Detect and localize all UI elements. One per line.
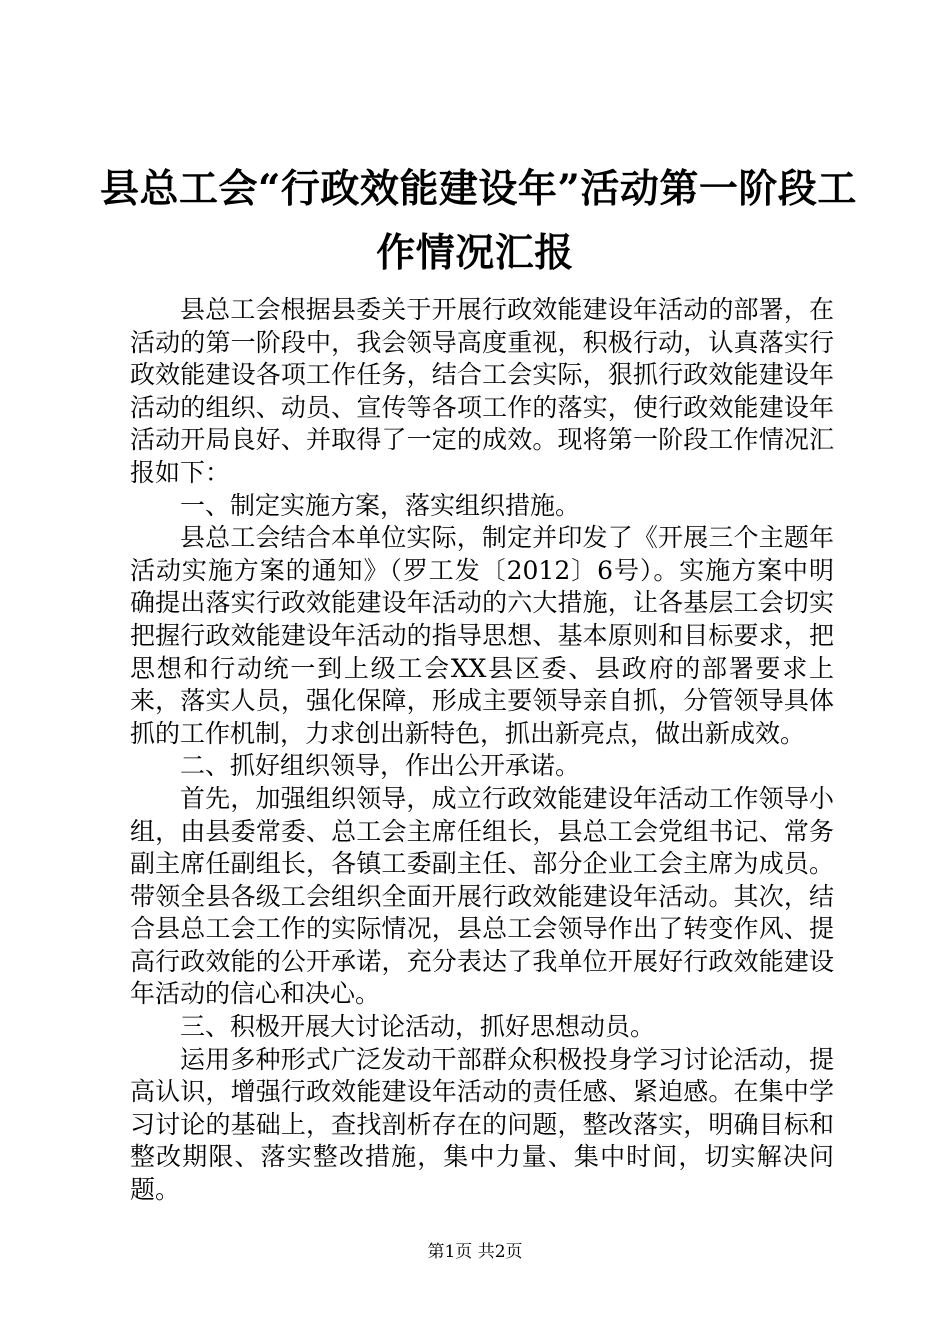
section-paragraph-3: 运用多种形式广泛发动干部群众积极投身学习讨论活动，提高认识，增强行政效能建设年活动的责任感、紧迫感。在集中学习讨论的基础上，查找剖析存在的问题，整改落实，明确目标和整改期限、落实整改措施，集中力量、集中时间，切实解决问题。 [130, 1044, 834, 1205]
document-title [100, 157, 857, 285]
document-body [130, 294, 834, 1207]
section-heading-3: 三、积极开展大讨论活动，抓好思想动员。 [180, 1012, 656, 1042]
page-number: 第1页 共2页 [427, 1242, 523, 1262]
section-heading-2: 二、抓好组织领导，作出公开承诺。 [180, 751, 581, 781]
document-title-line-2: 作情况汇报 [376, 230, 574, 276]
intro-paragraph: 县总工会根据县委关于开展行政效能建设年活动的部署，在活动的第一阶段中，我会领导高度重视，积极行动，认真落实行政效能建设各项工作任务，结合工会实际，狠抓行政效能建设年活动的组织、动员、宣传等各项工作的落实，使行政效能建设年活动开局良好、并取得了一定的成效。现将第一阶段工作情况汇报如下： [130, 295, 834, 487]
section-paragraph-1: 县总工会结合本单位实际，制定并印发了《开展三个主题年活动实施方案的通知》（罗工发〔2012〕6号）。实施方案中明确提出落实行政效能建设年活动的六大措施，让各基层工会切实把握行政效能建设年活动的指导思想、基本原则和目标要求，把思想和行动统一到上级工会XX县区委、县政府的部署要求上来，落实人员，强化保障，形成主要领导亲自抓，分管领导具体抓的工作机制，力求创出新特色，抓出新亮点，做出新成效。 [130, 523, 834, 748]
page-footer [0, 1240, 950, 1264]
section-paragraph-2: 首先，加强组织领导，成立行政效能建设年活动工作领导小组，由县委常委、总工会主席任组长，县总工会党组书记、常务副主席任副组长，各镇工委副主任、部分企业工会主席为成员。带领全县各级工会组织全面开展行政效能建设年活动。其次，结合县总工会工作的实际情况，县总工会领导作出了转变作风、提高行政效能的公开承诺，充分表达了我单位开展好行政效能建设年活动的信心和决心。 [130, 783, 834, 1009]
document-title-line-1: 县总工会“行政效能建设年”活动第一阶段工 [100, 166, 857, 212]
section-heading-1: 一、制定实施方案，落实组织措施。 [180, 490, 581, 520]
